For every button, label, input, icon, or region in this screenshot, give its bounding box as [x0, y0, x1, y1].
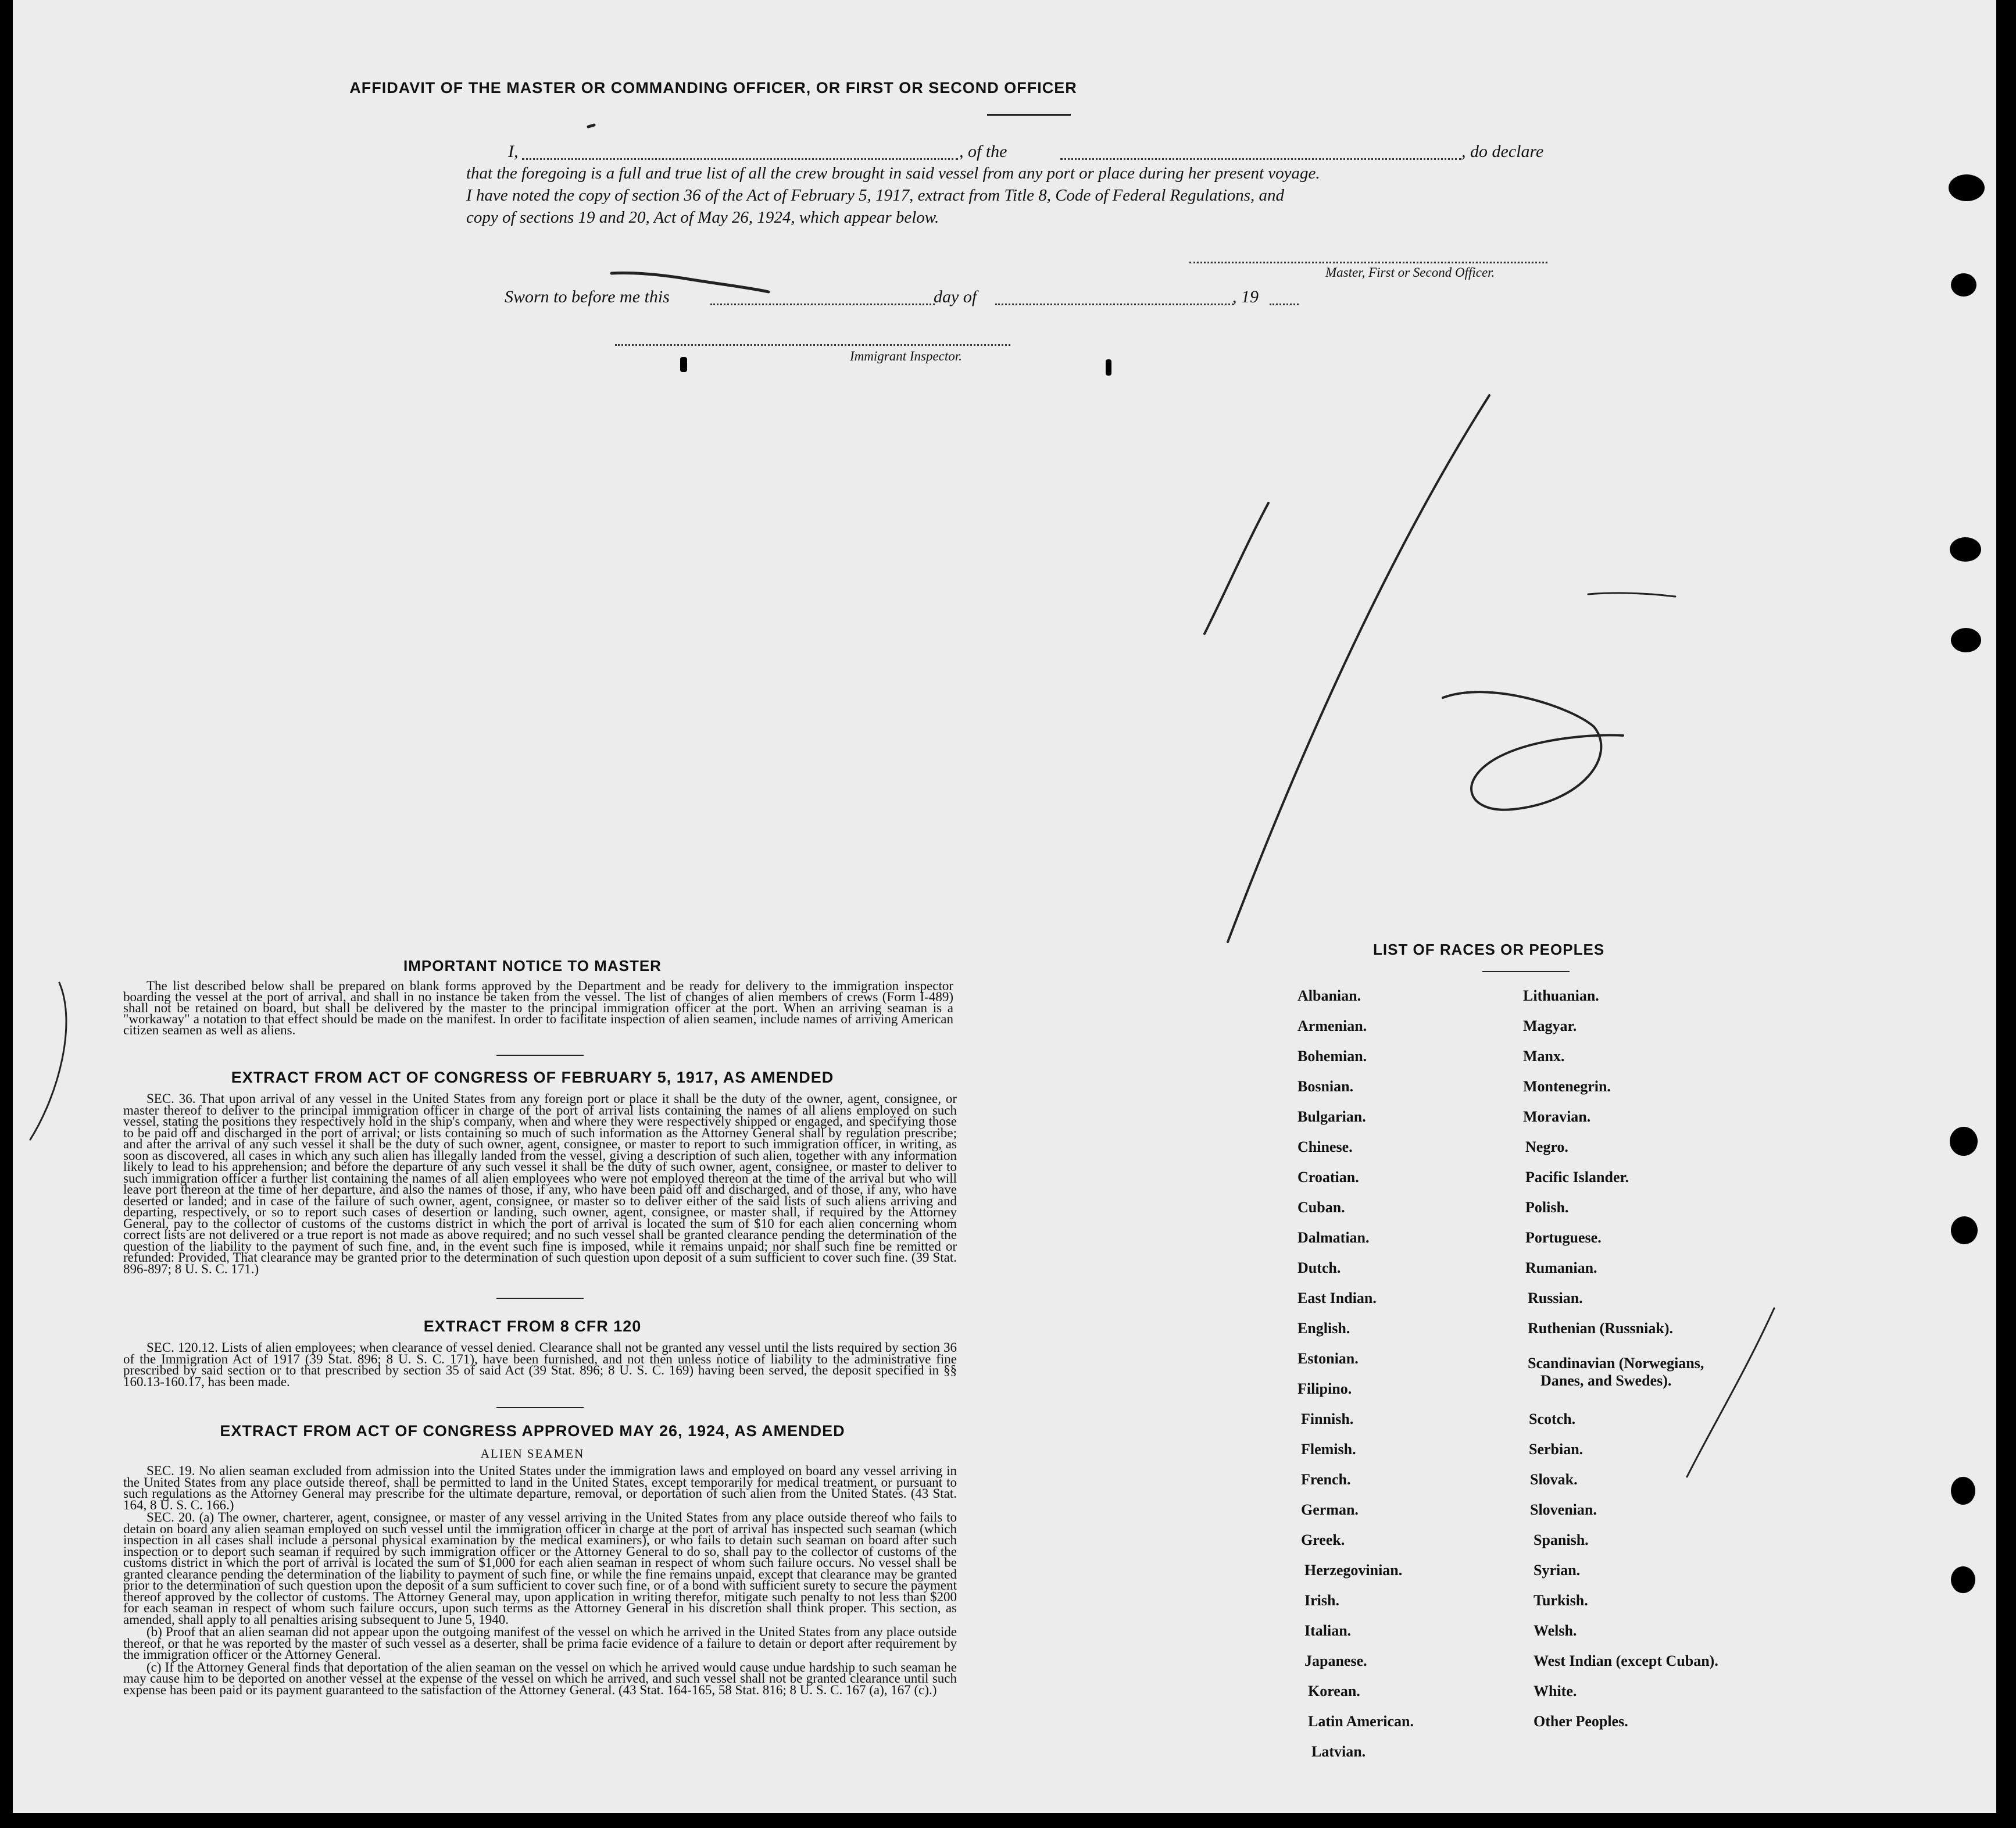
- race-item: Latin American.: [1308, 1713, 1414, 1730]
- section-120-paragraph: SEC. 120.12. Lists of alien employees; when clearance of vessel denied. Clearance shall not be granted any vessel until the lists required by section 36 of the Immigration Act of 1917 (39 Stat. 896; 8 U. S. C. 171), have been furnished, and not then unless notice of liability to the administrative fine prescribed by said section or to that prescribed by section 35 of said Act (39 Stat. 896; 8 U. S. C. 169) having been served, the deposit specified in §§ 160.13-160.17, has been made.: [123, 1340, 957, 1389]
- alien-seamen-subtitle: ALIEN SEAMEN: [480, 1447, 585, 1461]
- race-item: Finnish.: [1301, 1411, 1354, 1427]
- races-underline: [1482, 971, 1570, 972]
- notice-paragraph: The list described below shall be prepared on blank forms approved by the Department and be ready for delivery to the immigration inspector boarding the vessel at the port of arrival, and shall in no instance be taken from the vessel. The list of changes of alien members of crews (Form I-489) shall not be retained on board, but shall be delivered by the master to the principal immigration officer at the port. When an arriving seaman is a "workaway" a notation to that effect should be made on the manifest. In order to facilitate inspection of alien seamen, include names of arriving American citizen seamen as well as aliens.: [123, 979, 953, 1037]
- sworn-label: Sworn to before me this: [505, 287, 670, 306]
- year-label: , 19: [1232, 287, 1259, 306]
- race-item: Ruthenian (Russniak).: [1528, 1320, 1673, 1337]
- affidavit-line3: I have noted the copy of section 36 of the Act of February 5, 1917, extract from Title 8, Code of Federal Regulations, and: [466, 186, 1285, 205]
- race-item: Croatian.: [1297, 1169, 1359, 1186]
- race-item: West Indian (except Cuban).: [1534, 1652, 1718, 1669]
- race-item: French.: [1301, 1471, 1351, 1488]
- race-item: White.: [1534, 1683, 1577, 1700]
- race-item: Montenegrin.: [1523, 1078, 1611, 1095]
- race-item: Welsh.: [1534, 1622, 1577, 1639]
- punch-hole: [1950, 1127, 1978, 1156]
- affidavit-line2: that the foregoing is a full and true list of all the crew brought in said vessel from any port or place during her present voyage.: [466, 164, 1320, 183]
- race-item: Cuban.: [1297, 1199, 1345, 1216]
- race-item: Serbian.: [1529, 1441, 1584, 1458]
- affidavit-line4: copy of sections 19 and 20, Act of May 26, 1924, which appear below.: [466, 208, 939, 227]
- extract-1917-title: EXTRACT FROM ACT OF CONGRESS OF FEBRUARY 5, 1917, AS AMENDED: [231, 1069, 834, 1086]
- punch-hole: [1951, 1216, 1978, 1244]
- race-item: Negro.: [1525, 1138, 1568, 1155]
- race-item: Slovenian.: [1530, 1501, 1597, 1518]
- race-item: Bosnian.: [1297, 1078, 1354, 1095]
- race-item: Estonian.: [1297, 1350, 1359, 1367]
- race-item: English.: [1297, 1320, 1350, 1337]
- race-item: Magyar.: [1523, 1017, 1577, 1034]
- race-item: Greek.: [1301, 1531, 1345, 1548]
- race-item: Portuguese.: [1525, 1229, 1602, 1246]
- race-item: Danes, and Swedes).: [1540, 1372, 1672, 1389]
- race-item: Manx.: [1523, 1048, 1565, 1065]
- race-item: Herzegovinian.: [1304, 1562, 1403, 1579]
- punch-hole: [1949, 174, 1985, 201]
- punch-hole: [1951, 1566, 1975, 1593]
- affidavit-line1-of-the: , of the: [959, 142, 1007, 161]
- race-item: Spanish.: [1534, 1531, 1589, 1548]
- race-item: Pacific Islander.: [1525, 1169, 1629, 1186]
- master-caption: Master, First or Second Officer.: [1325, 265, 1495, 280]
- race-item: Rumanian.: [1525, 1259, 1597, 1276]
- race-item: Filipino.: [1297, 1380, 1352, 1397]
- inspector-caption: Immigrant Inspector.: [850, 349, 962, 363]
- punch-hole: [1951, 1477, 1975, 1505]
- race-item: Scandinavian (Norwegians,: [1528, 1355, 1704, 1372]
- extract-1924-text: [123, 1465, 957, 1697]
- race-item: Korean.: [1308, 1683, 1360, 1700]
- race-item: Japanese.: [1304, 1652, 1367, 1669]
- race-item: Dalmatian.: [1297, 1229, 1370, 1246]
- race-item: Italian.: [1304, 1622, 1352, 1639]
- race-item: East Indian.: [1297, 1290, 1377, 1306]
- race-item: Syrian.: [1534, 1562, 1581, 1579]
- extract-1924-title: EXTRACT FROM ACT OF CONGRESS APPROVED MAY 26, 1924, AS AMENDED: [220, 1422, 845, 1440]
- section-20b-paragraph: (b) Proof that an alien seaman did not appear upon the outgoing manifest of the vessel on which he arrived in the United States from any place outside thereof, or that he was reported by the master of such vessel as a deserter, shall be prima facie evidence of a failure to detain or deport after requirement by the immigration officer or the Attorney General.: [123, 1625, 957, 1662]
- race-item: Bohemian.: [1297, 1048, 1367, 1065]
- affidavit-line1-declare: , do declare: [1461, 142, 1544, 161]
- race-item: Moravian.: [1523, 1108, 1591, 1125]
- race-item: Armenian.: [1297, 1017, 1367, 1034]
- notice-divider: [496, 1055, 584, 1056]
- races-title: LIST OF RACES OR PEOPLES: [1373, 941, 1605, 958]
- race-item: Russian.: [1528, 1290, 1583, 1306]
- section-19-paragraph: SEC. 19. No alien seaman excluded from admission into the United States under the immigration laws and employed on board any vessel arriving in the United States from any place outside thereof, shall be permitted to land in the United States, except temporarily for medical treatment, or pursuant to such regulations as the Attorney General may prescribe for the ultimate departure, removal, or deportation of such alien from the United States. (43 Stat. 164, 8 U. S. C. 166.): [123, 1463, 957, 1512]
- extract-1917-text: [123, 1093, 957, 1276]
- document-page: [13, 0, 1996, 1813]
- race-item: Latvian.: [1311, 1743, 1366, 1760]
- extract-1917-divider: [496, 1298, 584, 1299]
- punch-hole: [1951, 628, 1981, 652]
- race-item: Lithuanian.: [1523, 987, 1599, 1004]
- punch-hole: [680, 357, 687, 372]
- day-of-label: day of: [934, 287, 977, 306]
- notice-title: IMPORTANT NOTICE TO MASTER: [403, 957, 662, 974]
- punch-hole: [1950, 537, 1981, 562]
- cfr-text: [123, 1342, 957, 1388]
- race-item: Turkish.: [1534, 1592, 1588, 1609]
- race-item: Flemish.: [1301, 1441, 1356, 1458]
- race-item: Scotch.: [1529, 1411, 1576, 1427]
- punch-hole: [1951, 273, 1976, 297]
- race-item: Dutch.: [1297, 1259, 1341, 1276]
- section-20a-paragraph: SEC. 20. (a) The owner, charterer, agent, consignee, or master of any vessel arriving in the United States from any place outside thereof who fails to detain on board any alien seaman employed on such vessel until the immigration officer in charge at the port of arrival has inspected such seaman (which inspection in all cases shall include a personal physical examination by the medical examiners), or who fails to detain such seaman on board after such inspection or to deport such seaman if required by such immigration officer or the Attorney General to do so, shall pay to the collector of customs of the customs district in which the port of arrival is located the sum of $1,000 for each alien seaman in respect of whom such failure occurs. No vessel shall be granted clearance pending the determination of the liability to payment of such fine, or while the fine remains unpaid, except that clearance may be granted prior to the determination of such question upon the deposit of a sum sufficient to cover such fine, or of a bond with sufficient surety to secure the payment thereof approved by the collector of customs. The Attorney General may, upon application in writing therefor, mitigate such penalty to not less than $200 for each seaman in respect of whom such failure occurs, upon such terms as the Attorney General in his discretion shall think proper. This section, as amended, shall apply to all penalties arising subsequent to June 5, 1940.: [123, 1510, 957, 1627]
- cfr-title: EXTRACT FROM 8 CFR 120: [423, 1318, 642, 1335]
- race-item: Polish.: [1525, 1199, 1569, 1216]
- race-item: Chinese.: [1297, 1138, 1353, 1155]
- race-item: Other Peoples.: [1534, 1713, 1628, 1730]
- race-item: Irish.: [1304, 1592, 1339, 1609]
- race-item: Bulgarian.: [1297, 1108, 1366, 1125]
- race-item: German.: [1301, 1501, 1359, 1518]
- race-item: Slovak.: [1530, 1471, 1578, 1488]
- section-36-paragraph: SEC. 36. That upon arrival of any vessel in the United States from any foreign port or place it shall be the duty of the owner, agent, consignee, or master thereof to deliver to the principal immigration officer in charge of the port of arrival lists containing the names of all aliens employed on such vessel, stating the positions they respectively hold in the ship's company, when and where they were respectively shipped or engaged, and specifying those to be paid off and discharged in the port of arrival; or lists containing so much of such information as the Attorney General shall by regulation prescribe; and after the arrival of any such vessel it shall be the duty of such owner, agent, consignee, or master to report to such immigration officer, in writing, as soon as discovered, all cases in which any such alien has illegally landed from the vessel, giving a description of such alien, together with any information likely to lead to his apprehension; and before the departure of any such vessel it shall be the duty of such owner, agent, consignee, or master to deliver to such immigration officer a further list containing the names of all alien employees who were not employed thereon at the time of the arrival but who will leave port thereon at the time of her departure, and also the names of those, if any, who have been paid off and discharged, and of those, if any, who have deserted or landed; and in case of the failure of such owner, agent, consignee, or master so to deliver either of the said lists of such aliens arriving and departing, respectively, or so to report such cases of desertion or landing, such owner, agent, consignee, or master shall, if required by the Attorney General, pay to the collector of customs of the customs district in which the port of arrival is located the sum of $10 for each alien concerning whom correct lists are not delivered or a true report is not made as above required; and no such vessel shall be granted clearance pending the determination of the question of the liability to the payment of such fine, and, in the event such fine is imposed, while it remains unpaid; nor shall such fine be remitted or refunded: Provided, That clearance may be granted prior to the determination of such question upon deposit of a sum sufficient to cover such fine. (39 Stat. 896-897; 8 U. S. C. 171.): [123, 1091, 957, 1276]
- affidavit-line1-i: I,: [508, 142, 519, 161]
- punch-hole: [1106, 359, 1111, 376]
- section-20c-paragraph: (c) If the Attorney General finds that deportation of the alien seaman on the vessel on which he arrived would cause undue hardship to such seaman he may cause him to be deported on another vessel at the expense of the vessel on which he arrived, and such vessel shall not be granted clearance until such expense has been paid or its payment guaranteed to the satisfaction of the Attorney General. (43 Stat. 164-165, 58 Stat. 816; 8 U. S. C. 167 (a), 167 (c).): [123, 1659, 957, 1697]
- race-item: Albanian.: [1297, 987, 1361, 1004]
- affidavit-title: AFFIDAVIT OF THE MASTER OR COMMANDING OFFICER, OR FIRST OR SECOND OFFICER: [349, 79, 1077, 97]
- cfr-divider: [496, 1407, 584, 1408]
- notice-text: [123, 980, 953, 1037]
